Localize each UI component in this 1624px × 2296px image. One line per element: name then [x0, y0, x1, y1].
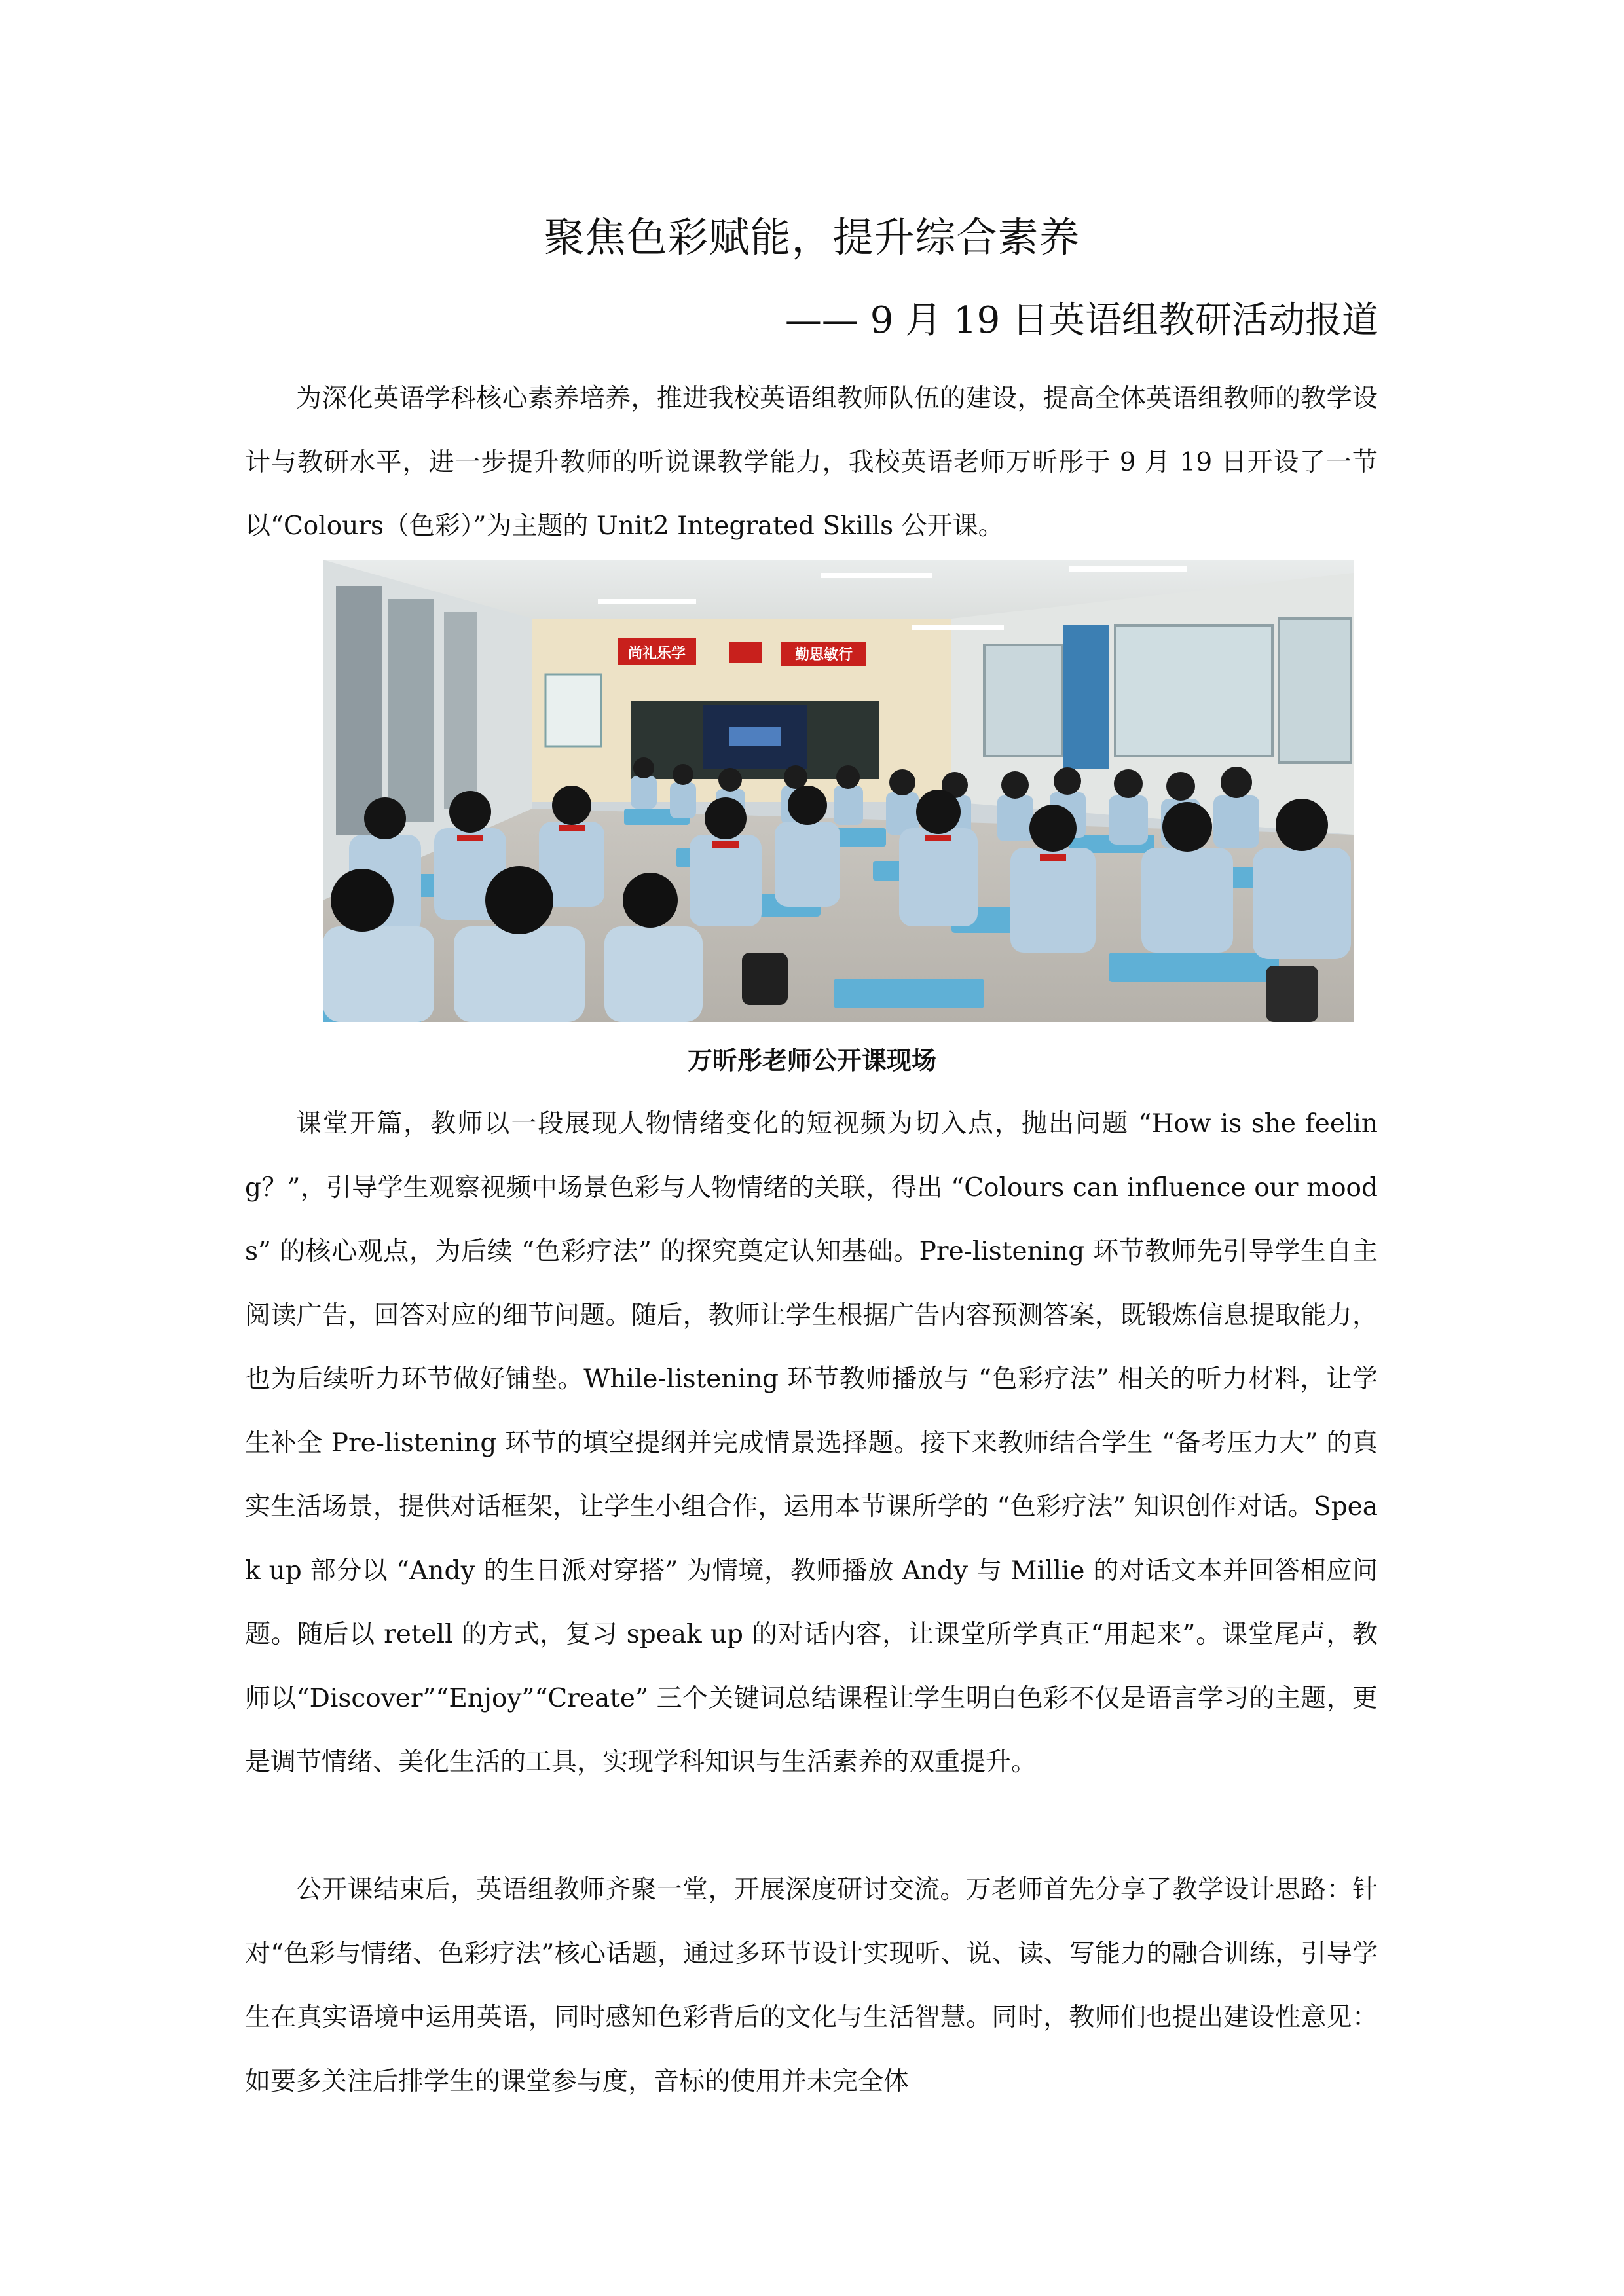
- paragraph-lesson: 课堂开篇，教师以一段展现人物情绪变化的短视频为切入点，抛出问题 “How is she feeling？”，引导学生观察视频中场景色彩与人物情绪的关联，得出 “Colours can influence our moods” 的核心观点，为后续 “色彩疗法” 的探究奠定认知基础。Pre-listening 环节教师先引导学生自主阅读广告，回答对应的细节问题。随后，教师让学生根据广告内容预测答案，既锻炼信息提取能力，也为后续听力环节做好铺垫。While-listening 环节教师播放与 “色彩疗法” 相关的听力材料，让学生补全 Pre-listening 环节的填空提纲并完成情景选择题。接下来教师结合学生 “备考压力大” 的真实生活场景，提供对话框架，让学生小组合作，运用本节课所学的 “色彩疗法” 知识创作对话。Speak up 部分以 “Andy 的生日派对穿搭” 为情境，教师播放 Andy 与 Millie 的对话文本并回答相应问题。随后以 retell 的方式，复习 speak up 的对话内容，让课堂所学真正“用起来”。课堂尾声，教师以“Discover”“Enjoy”“Create” 三个关键词总结课程让学生明白色彩不仅是语言学习的主题，更是调节情绪、美化生活的工具，实现学科知识与生活素养的双重提升。: [245, 1109, 1378, 1777]
- paragraph-discussion: 公开课结束后，英语组教师齐聚一堂，开展深度研讨交流。万老师首先分享了教学设计思路：针对“色彩与情绪、色彩疗法”核心话题，通过多环节设计实现听、说、读、写能力的融合训练，引导学生在真实语境中运用英语，同时感知色彩背后的文化与生活智慧。同时，教师们也提出建设性意见：如要多关注后排学生的课堂参与度，音标的使用并未完全体: [245, 1875, 1378, 2096]
- document-subtitle: —— 9 月 19 日英语组教研活动报道: [784, 299, 1378, 342]
- classroom-photo: [323, 560, 1354, 1022]
- banner-right-text: 勤思敏行: [794, 647, 853, 663]
- curtain: [1063, 625, 1109, 769]
- paragraph-intro: 为深化英语学科核心素养培养，推进我校英语组教师队伍的建设，提高全体英语组教师的教学设计与教研水平，进一步提升教师的听说课教学能力，我校英语老师万昕彤于 9 月 19 日开设了一节以“Colours（色彩）”为主题的 Unit2 Integrated Skills 公开课。: [245, 384, 1378, 541]
- photo-caption: 万昕彤老师公开课现场: [687, 1046, 936, 1075]
- banner-left-text: 尚礼乐学: [627, 646, 686, 662]
- document-title: 聚焦色彩赋能，提升综合素养: [544, 213, 1080, 261]
- flag-icon: [729, 642, 762, 663]
